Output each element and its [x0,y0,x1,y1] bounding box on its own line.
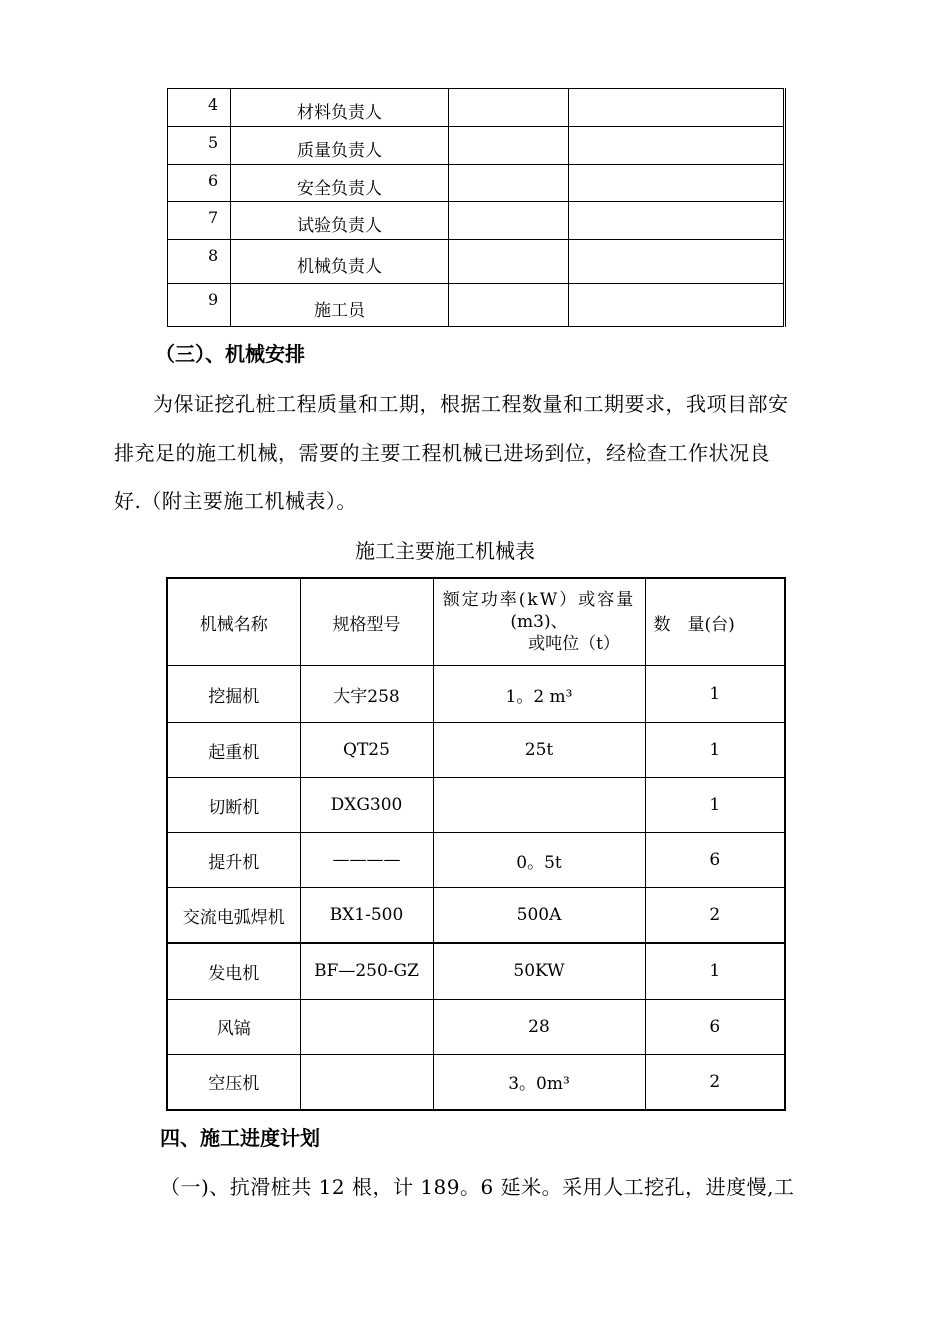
personnel-table [167,88,786,327]
machine-model-cell: QT25 [300,723,433,778]
machine-power-cell: 1。2 m³ [433,666,645,723]
blank-cell [449,284,569,327]
role-cell: 机械负责人 [231,240,449,284]
table-header-row [167,578,785,666]
table-row [167,943,785,999]
role-cell: 质量负责人 [231,127,449,165]
table-row [168,240,785,284]
machine-qty-cell: 1 [645,723,785,778]
role-cell: 施工员 [231,284,449,327]
machine-model-cell: BX1-500 [300,888,433,944]
table-row [167,1054,785,1110]
machine-qty-cell: 6 [645,833,785,888]
table-row [168,284,785,327]
machine-model-cell: 大宇258 [300,666,433,723]
machine-qty-cell: 1 [645,778,785,833]
machine-model-cell: BF—250-GZ [300,943,433,999]
table-row [168,165,785,202]
role-cell: 材料负责人 [231,89,449,127]
row-number: 8 [168,240,231,284]
table-row [168,127,785,165]
machine-model-cell [300,999,433,1054]
blank-cell [569,127,785,165]
header-power-line2: (m3)、 [510,612,568,632]
blank-cell [449,165,569,202]
machine-qty-cell: 1 [645,666,785,723]
blank-cell [569,284,785,327]
paragraph-line: 排充足的施工机械，需要的主要工程机械已进场到位，经检查工作状况良 [114,441,770,465]
machine-power-cell: 0。5t [433,833,645,888]
table-row [167,833,785,888]
section-heading-schedule: 四、施工进度计划 [160,1126,320,1150]
table-row [167,666,785,723]
paragraph-line: 好.（附主要施工机械表）。 [114,489,357,513]
machinery-table [166,577,786,1111]
blank-cell [569,202,785,240]
table-row [167,778,785,833]
role-cell: 试验负责人 [231,202,449,240]
header-machine-name: 机械名称 [167,578,300,666]
header-quantity: 数 量(台) [645,578,785,666]
paragraph-line: （一)、抗滑桩共 12 根，计 189。6 延米。采用人工挖孔，进度慢,工 [160,1175,795,1199]
row-number: 7 [168,202,231,240]
machine-name-cell: 发电机 [167,943,300,999]
machine-name-cell: 挖掘机 [167,666,300,723]
header-power [433,578,645,666]
table-row [168,202,785,240]
blank-cell [569,89,785,127]
machine-power-cell: 50KW [433,943,645,999]
table-row [167,888,785,944]
row-number: 5 [168,127,231,165]
machine-power-cell: 3。0m³ [433,1054,645,1110]
machine-model-cell: ———— [300,833,433,888]
row-number: 6 [168,165,231,202]
blank-cell [449,202,569,240]
machine-qty-cell: 1 [645,943,785,999]
blank-cell [449,89,569,127]
header-power-line3: 或吨位（t） [528,634,620,654]
machine-name-cell: 风镐 [167,999,300,1054]
table-row [168,89,785,127]
row-number: 4 [168,89,231,127]
header-power-line1: 额定功率(kW）或容量 [442,590,636,610]
machine-qty-cell: 2 [645,888,785,944]
machine-qty-cell: 6 [645,999,785,1054]
machine-name-cell: 提升机 [167,833,300,888]
blank-cell [449,127,569,165]
row-number: 9 [168,284,231,327]
machine-power-cell [433,778,645,833]
blank-cell [449,240,569,284]
machine-power-cell: 28 [433,999,645,1054]
section-heading-machinery: （三）、机械安排 [155,342,305,366]
machine-name-cell: 交流电弧焊机 [167,888,300,944]
table-row [167,999,785,1054]
table-caption: 施工主要施工机械表 [355,539,535,563]
machine-qty-cell: 2 [645,1054,785,1110]
header-model: 规格型号 [300,578,433,666]
paragraph-line: 为保证挖孔桩工程质量和工期，根据工程数量和工期要求，我项目部安 [153,392,789,416]
machine-model-cell: DXG300 [300,778,433,833]
machine-model-cell [300,1054,433,1110]
machine-name-cell: 空压机 [167,1054,300,1110]
machine-power-cell: 500A [433,888,645,944]
role-cell: 安全负责人 [231,165,449,202]
blank-cell [569,240,785,284]
blank-cell [569,165,785,202]
machine-name-cell: 切断机 [167,778,300,833]
machine-name-cell: 起重机 [167,723,300,778]
machine-power-cell: 25t [433,723,645,778]
table-row [167,723,785,778]
